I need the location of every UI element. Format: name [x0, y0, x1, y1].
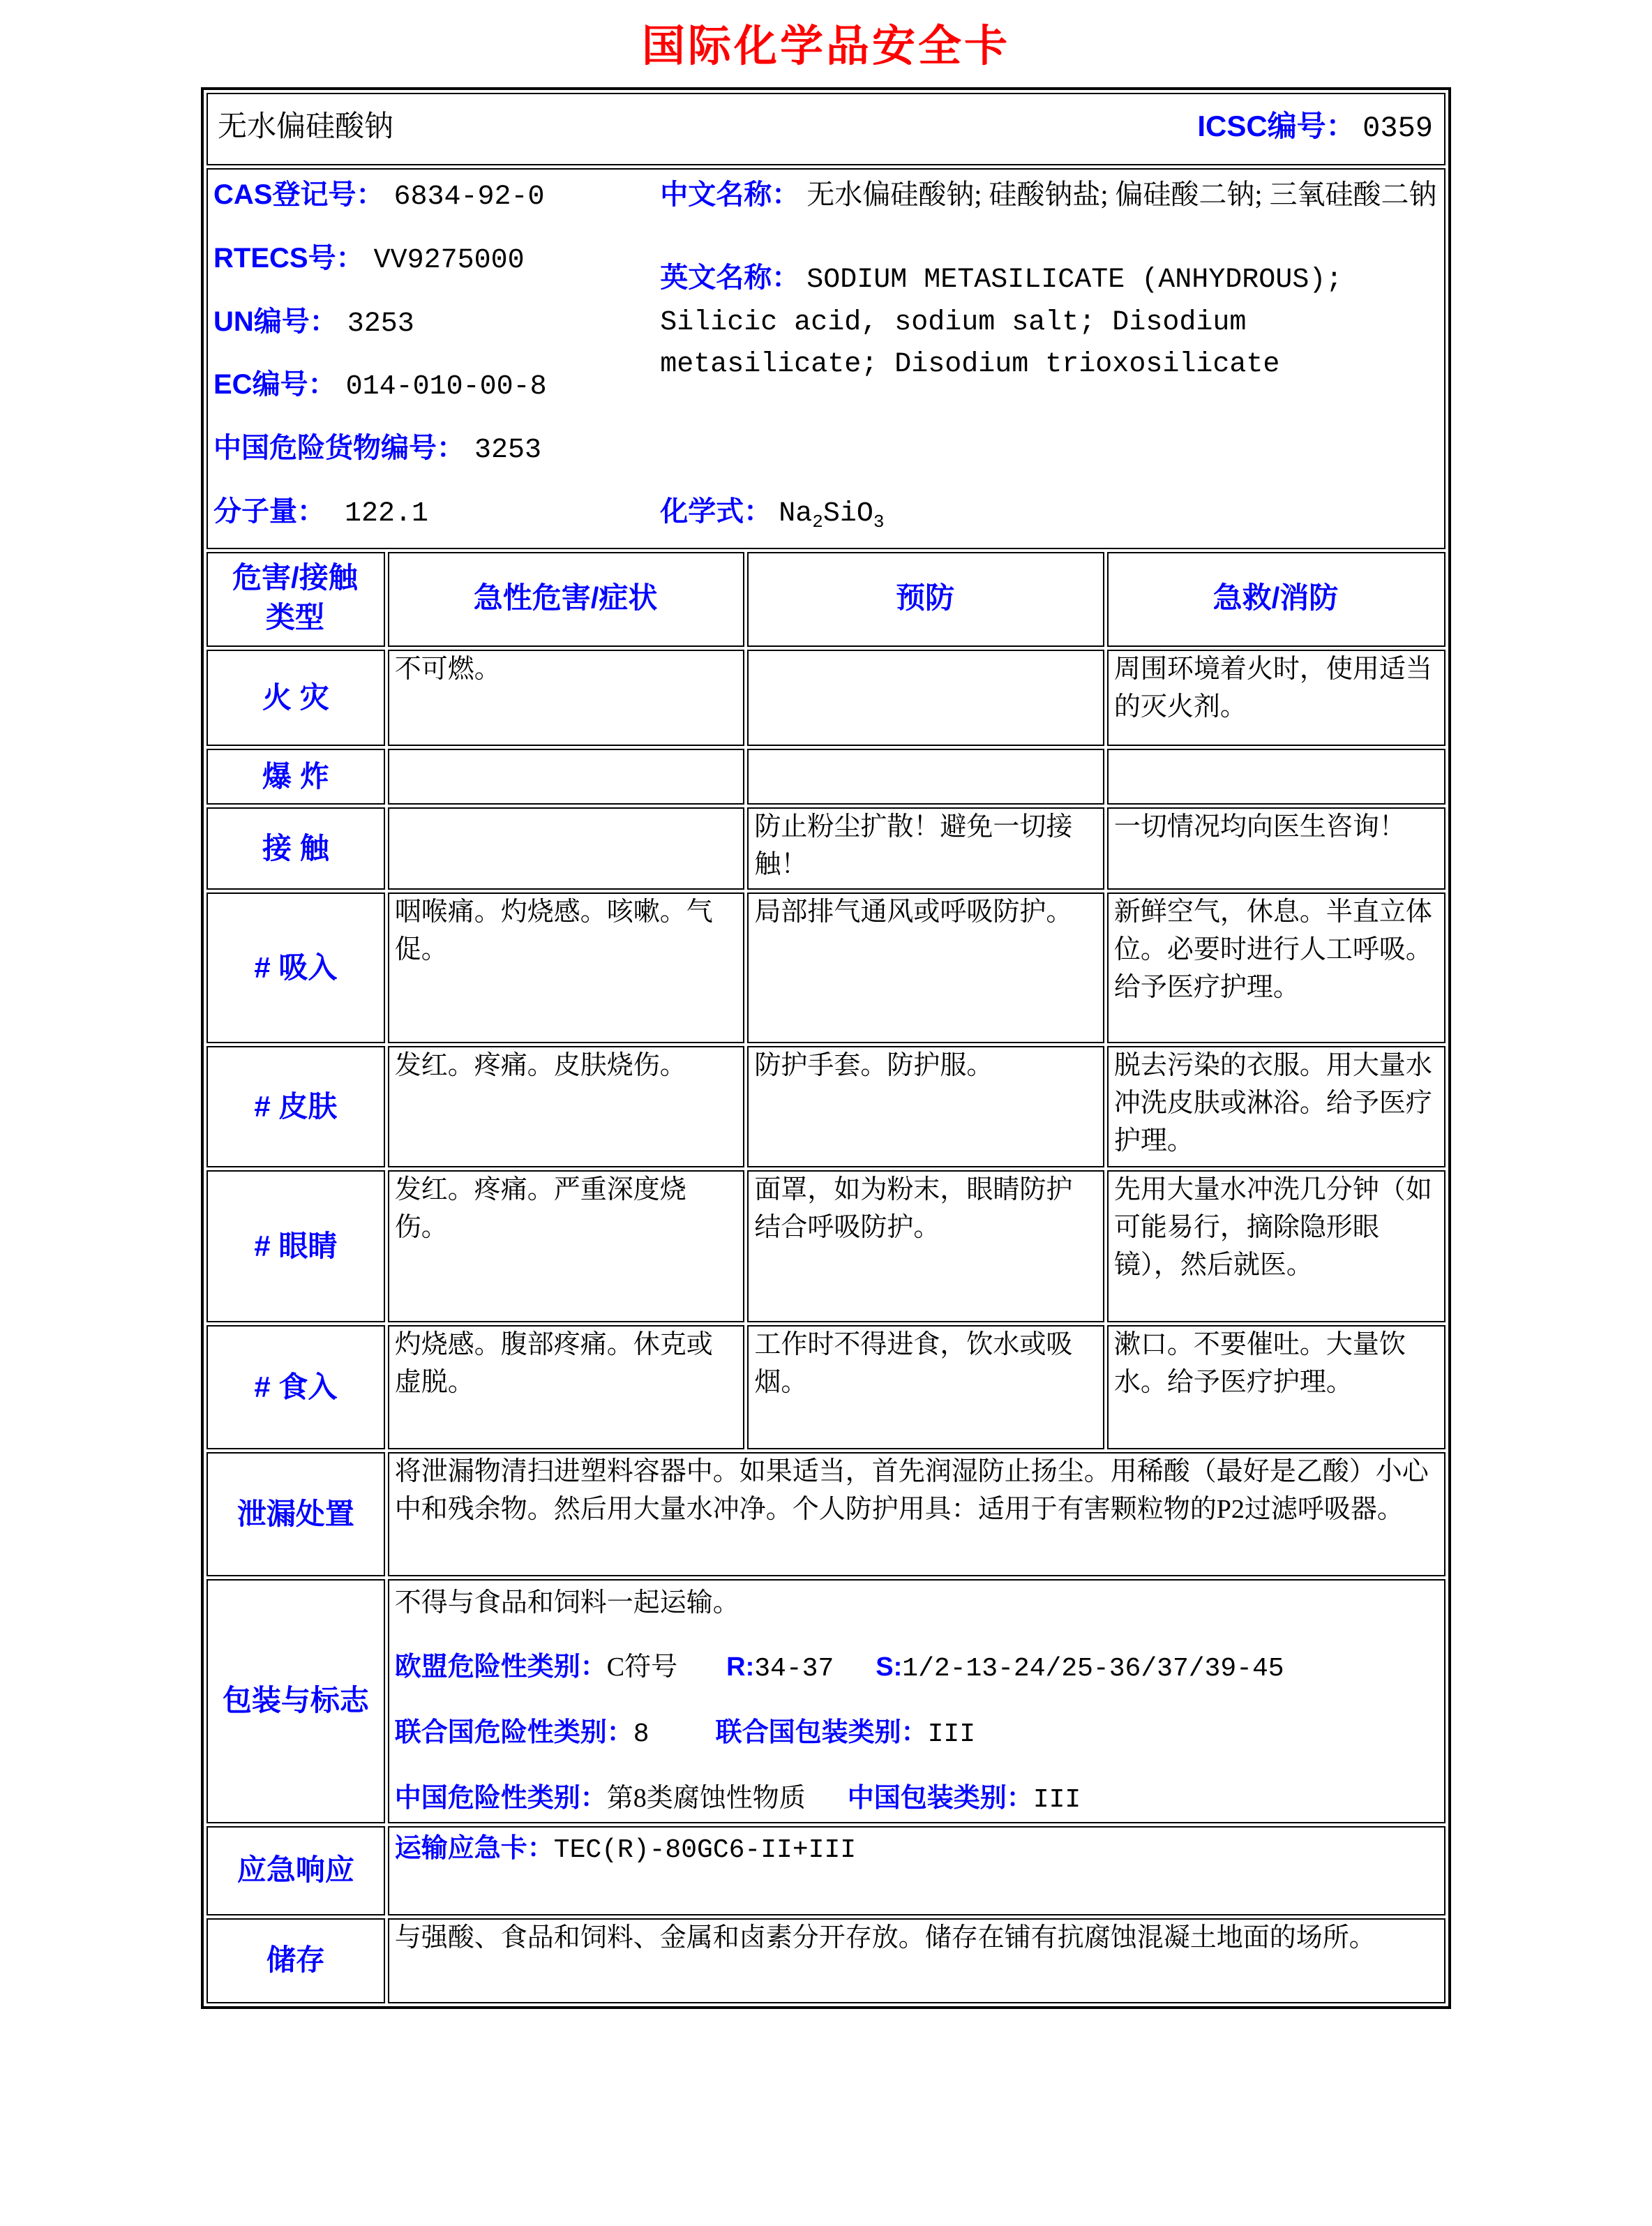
- molecular-weight-line: [213, 492, 660, 535]
- un-class-line: [395, 1715, 1437, 1754]
- skin-symptoms: 发红。疼痛。皮肤烧伤。: [388, 1046, 745, 1167]
- substance-header-row: [206, 93, 1446, 165]
- china-dg-number-value: 3253: [474, 435, 542, 467]
- packaging-row: [206, 1579, 1446, 1823]
- china-packing-group-value: III: [1032, 1784, 1081, 1815]
- transport-emergency-card-value: TEC(R)-80GC6-II+III: [553, 1835, 857, 1865]
- eu-hazard-class-label: 欧盟危险性类别：: [394, 1652, 607, 1682]
- chemical-formula-line: [660, 492, 1437, 535]
- substance-header-cell: [206, 93, 1446, 165]
- fire-symptoms: 不可燃。: [388, 650, 745, 746]
- identification-cell: [206, 168, 1446, 549]
- spill-disposal-text: 将泄漏物清扫进塑料容器中。如果适当，首先润湿防止扬尘。用稀酸（最好是乙酸）小心中和残余物。然后用大量水冲净。个人防护用具：适用于有害颗粒物的P2过滤呼吸器。: [388, 1452, 1446, 1576]
- chemical-formula-label: 化学式：: [660, 495, 772, 527]
- exposure-prevention: 防止粉尘扩散！避免一切接触！: [747, 807, 1104, 890]
- chinese-name-value: 无水偏硅酸钠; 硅酸钠盐; 偏硅酸二钠; 三氧硅酸二钠: [806, 179, 1437, 210]
- eyes-row: [206, 1170, 1446, 1322]
- un-packing-group-value: III: [927, 1719, 976, 1749]
- english-name-label: 英文名称：: [660, 262, 800, 293]
- explosion-symptoms: [388, 749, 745, 805]
- emergency-response-content: [388, 1826, 1446, 1915]
- eyes-label: # 眼睛: [206, 1170, 385, 1322]
- icsc-number-group: [1197, 105, 1433, 150]
- icsc-number-label: ICSC编号：: [1197, 110, 1356, 143]
- inhalation-first-aid: 新鲜空气，休息。半直立体位。必要时进行人工呼吸。给予医疗护理。: [1107, 892, 1446, 1043]
- hazard-header-row: [206, 552, 1446, 647]
- icsc-card-table: [201, 87, 1451, 2009]
- packaging-label: 包装与标志: [206, 1579, 385, 1823]
- exposure-label: 接 触: [206, 807, 385, 890]
- molecular-weight-label: 分子量：: [213, 495, 325, 527]
- storage-label: 储存: [206, 1918, 385, 2003]
- explosion-row: [206, 749, 1446, 805]
- ec-number-line: [213, 365, 660, 408]
- icsc-number-value: 0359: [1362, 112, 1433, 146]
- eyes-first-aid: 先用大量水冲洗几分钟（如可能易行，摘除隐形眼镜），然后就医。: [1107, 1170, 1446, 1322]
- eu-hazard-class-line: [395, 1649, 1437, 1688]
- inhalation-prevention: 局部排气通风或呼吸防护。: [747, 892, 1104, 1043]
- header-prevention: 预防: [747, 552, 1104, 647]
- exposure-symptoms: [388, 807, 745, 890]
- english-name-line: [660, 258, 1437, 385]
- explosion-label: 爆 炸: [206, 749, 385, 805]
- inhalation-symptoms: 咽喉痛。灼烧感。咳嗽。气促。: [388, 892, 745, 1043]
- emergency-response-label: 应急响应: [206, 1826, 385, 1915]
- china-hazard-class-label: 中国危险性类别：: [394, 1783, 607, 1813]
- storage-text: 与强酸、食品和饲料、金属和卤素分开存放。储存在铺有抗腐蚀混凝土地面的场所。: [388, 1918, 1446, 2003]
- transport-emergency-card-label: 运输应急卡：: [394, 1833, 554, 1863]
- un-number-line: [213, 302, 660, 345]
- ingestion-label: # 食入: [206, 1325, 385, 1449]
- china-class-line: [395, 1780, 1437, 1819]
- inhalation-label: # 吸入: [206, 892, 385, 1043]
- header-symptoms: 急性危害/症状: [388, 552, 745, 647]
- explosion-first-aid: [1107, 749, 1446, 805]
- un-number-value: 3253: [347, 308, 414, 340]
- substance-name: 无水偏硅酸钠: [218, 111, 394, 144]
- un-hazard-class-value: 8: [633, 1719, 649, 1749]
- skin-prevention: 防护手套。防护服。: [747, 1046, 1104, 1167]
- rtecs-number-line: [213, 239, 660, 281]
- eu-hazard-class-value: C符号: [606, 1652, 678, 1682]
- cas-number-line: [213, 175, 660, 218]
- fire-first-aid: 周围环境着火时，使用适当的灭火剂。: [1107, 650, 1446, 746]
- explosion-prevention: [747, 749, 1104, 805]
- rtecs-number-label: RTECS号：: [213, 242, 364, 274]
- s-phrases-value: 1/2-13-24/25-36/37/39-45: [902, 1653, 1284, 1684]
- china-packing-group-label: 中国包装类别：: [847, 1783, 1033, 1813]
- china-hazard-class-value: 第8类腐蚀性物质: [606, 1783, 806, 1813]
- emergency-response-row: [206, 1826, 1446, 1915]
- exposure-row: [206, 807, 1446, 890]
- skin-first-aid: 脱去污染的衣服。用大量水冲洗皮肤或淋浴。给予医疗护理。: [1107, 1046, 1446, 1167]
- packaging-content: [388, 1579, 1446, 1823]
- china-dg-number-label: 中国危险货物编号：: [213, 433, 465, 464]
- un-hazard-class-label: 联合国危险性类别：: [394, 1717, 633, 1747]
- ec-number-value: 014-010-00-8: [345, 371, 547, 403]
- ingestion-first-aid: 漱口。不要催吐。大量饮水。给予医疗护理。: [1107, 1325, 1446, 1449]
- header-first-aid: 急救/消防: [1107, 552, 1446, 647]
- eyes-prevention: 面罩，如为粉末，眼睛防护结合呼吸防护。: [747, 1170, 1104, 1322]
- s-phrases-label: S:: [876, 1652, 903, 1682]
- molecular-weight-value: 122.1: [345, 498, 429, 530]
- china-dg-number-line: [213, 428, 660, 471]
- skin-row: [206, 1046, 1446, 1167]
- cas-number-label: CAS登记号：: [213, 179, 384, 210]
- storage-row: [206, 1918, 1446, 2003]
- inhalation-row: [206, 892, 1446, 1043]
- ec-number-label: EC编号：: [213, 369, 336, 401]
- fire-label: 火 灾: [206, 650, 385, 746]
- un-packing-group-label: 联合国包装类别：: [715, 1717, 928, 1747]
- rtecs-number-value: VV9275000: [373, 244, 525, 276]
- english-name-value: SODIUM METASILICATE (ANHYDROUS); Silicic acid, sodium salt; Disodium metasilicate; Disodium trioxosilicate: [660, 264, 1343, 381]
- eyes-symptoms: 发红。疼痛。严重深度烧伤。: [388, 1170, 745, 1322]
- exposure-first-aid: 一切情况均向医生咨询！: [1107, 807, 1446, 890]
- header-hazard-type: 危害/接触 类型: [206, 552, 385, 647]
- registry-numbers-block: [213, 175, 660, 492]
- fire-row: [206, 650, 1446, 746]
- fire-prevention: [747, 650, 1104, 746]
- chinese-name-line: [660, 175, 1437, 215]
- r-phrases-label: R:: [726, 1652, 755, 1682]
- ingestion-symptoms: 灼烧感。腹部疼痛。休克或虚脱。: [388, 1325, 745, 1449]
- r-phrases-value: 34-37: [754, 1653, 834, 1684]
- page-title: 国际化学品安全卡: [641, 23, 1010, 70]
- spill-disposal-row: [206, 1452, 1446, 1576]
- chinese-name-label: 中文名称：: [660, 179, 800, 210]
- skin-label: # 皮肤: [206, 1046, 385, 1167]
- packaging-transport-note: 不得与食品和饲料一起运输。: [394, 1588, 739, 1618]
- spill-disposal-label: 泄漏处置: [206, 1452, 385, 1576]
- identification-row: [206, 168, 1446, 549]
- chemical-formula-value: $Na_2SiO_3$: [779, 498, 885, 532]
- un-number-label: UN编号：: [213, 306, 338, 337]
- chemical-names-block: [660, 175, 1437, 492]
- ingestion-row: [206, 1325, 1446, 1449]
- ingestion-prevention: 工作时不得进食，饮水或吸烟。: [747, 1325, 1104, 1449]
- cas-number-value: 6834-92-0: [393, 181, 545, 213]
